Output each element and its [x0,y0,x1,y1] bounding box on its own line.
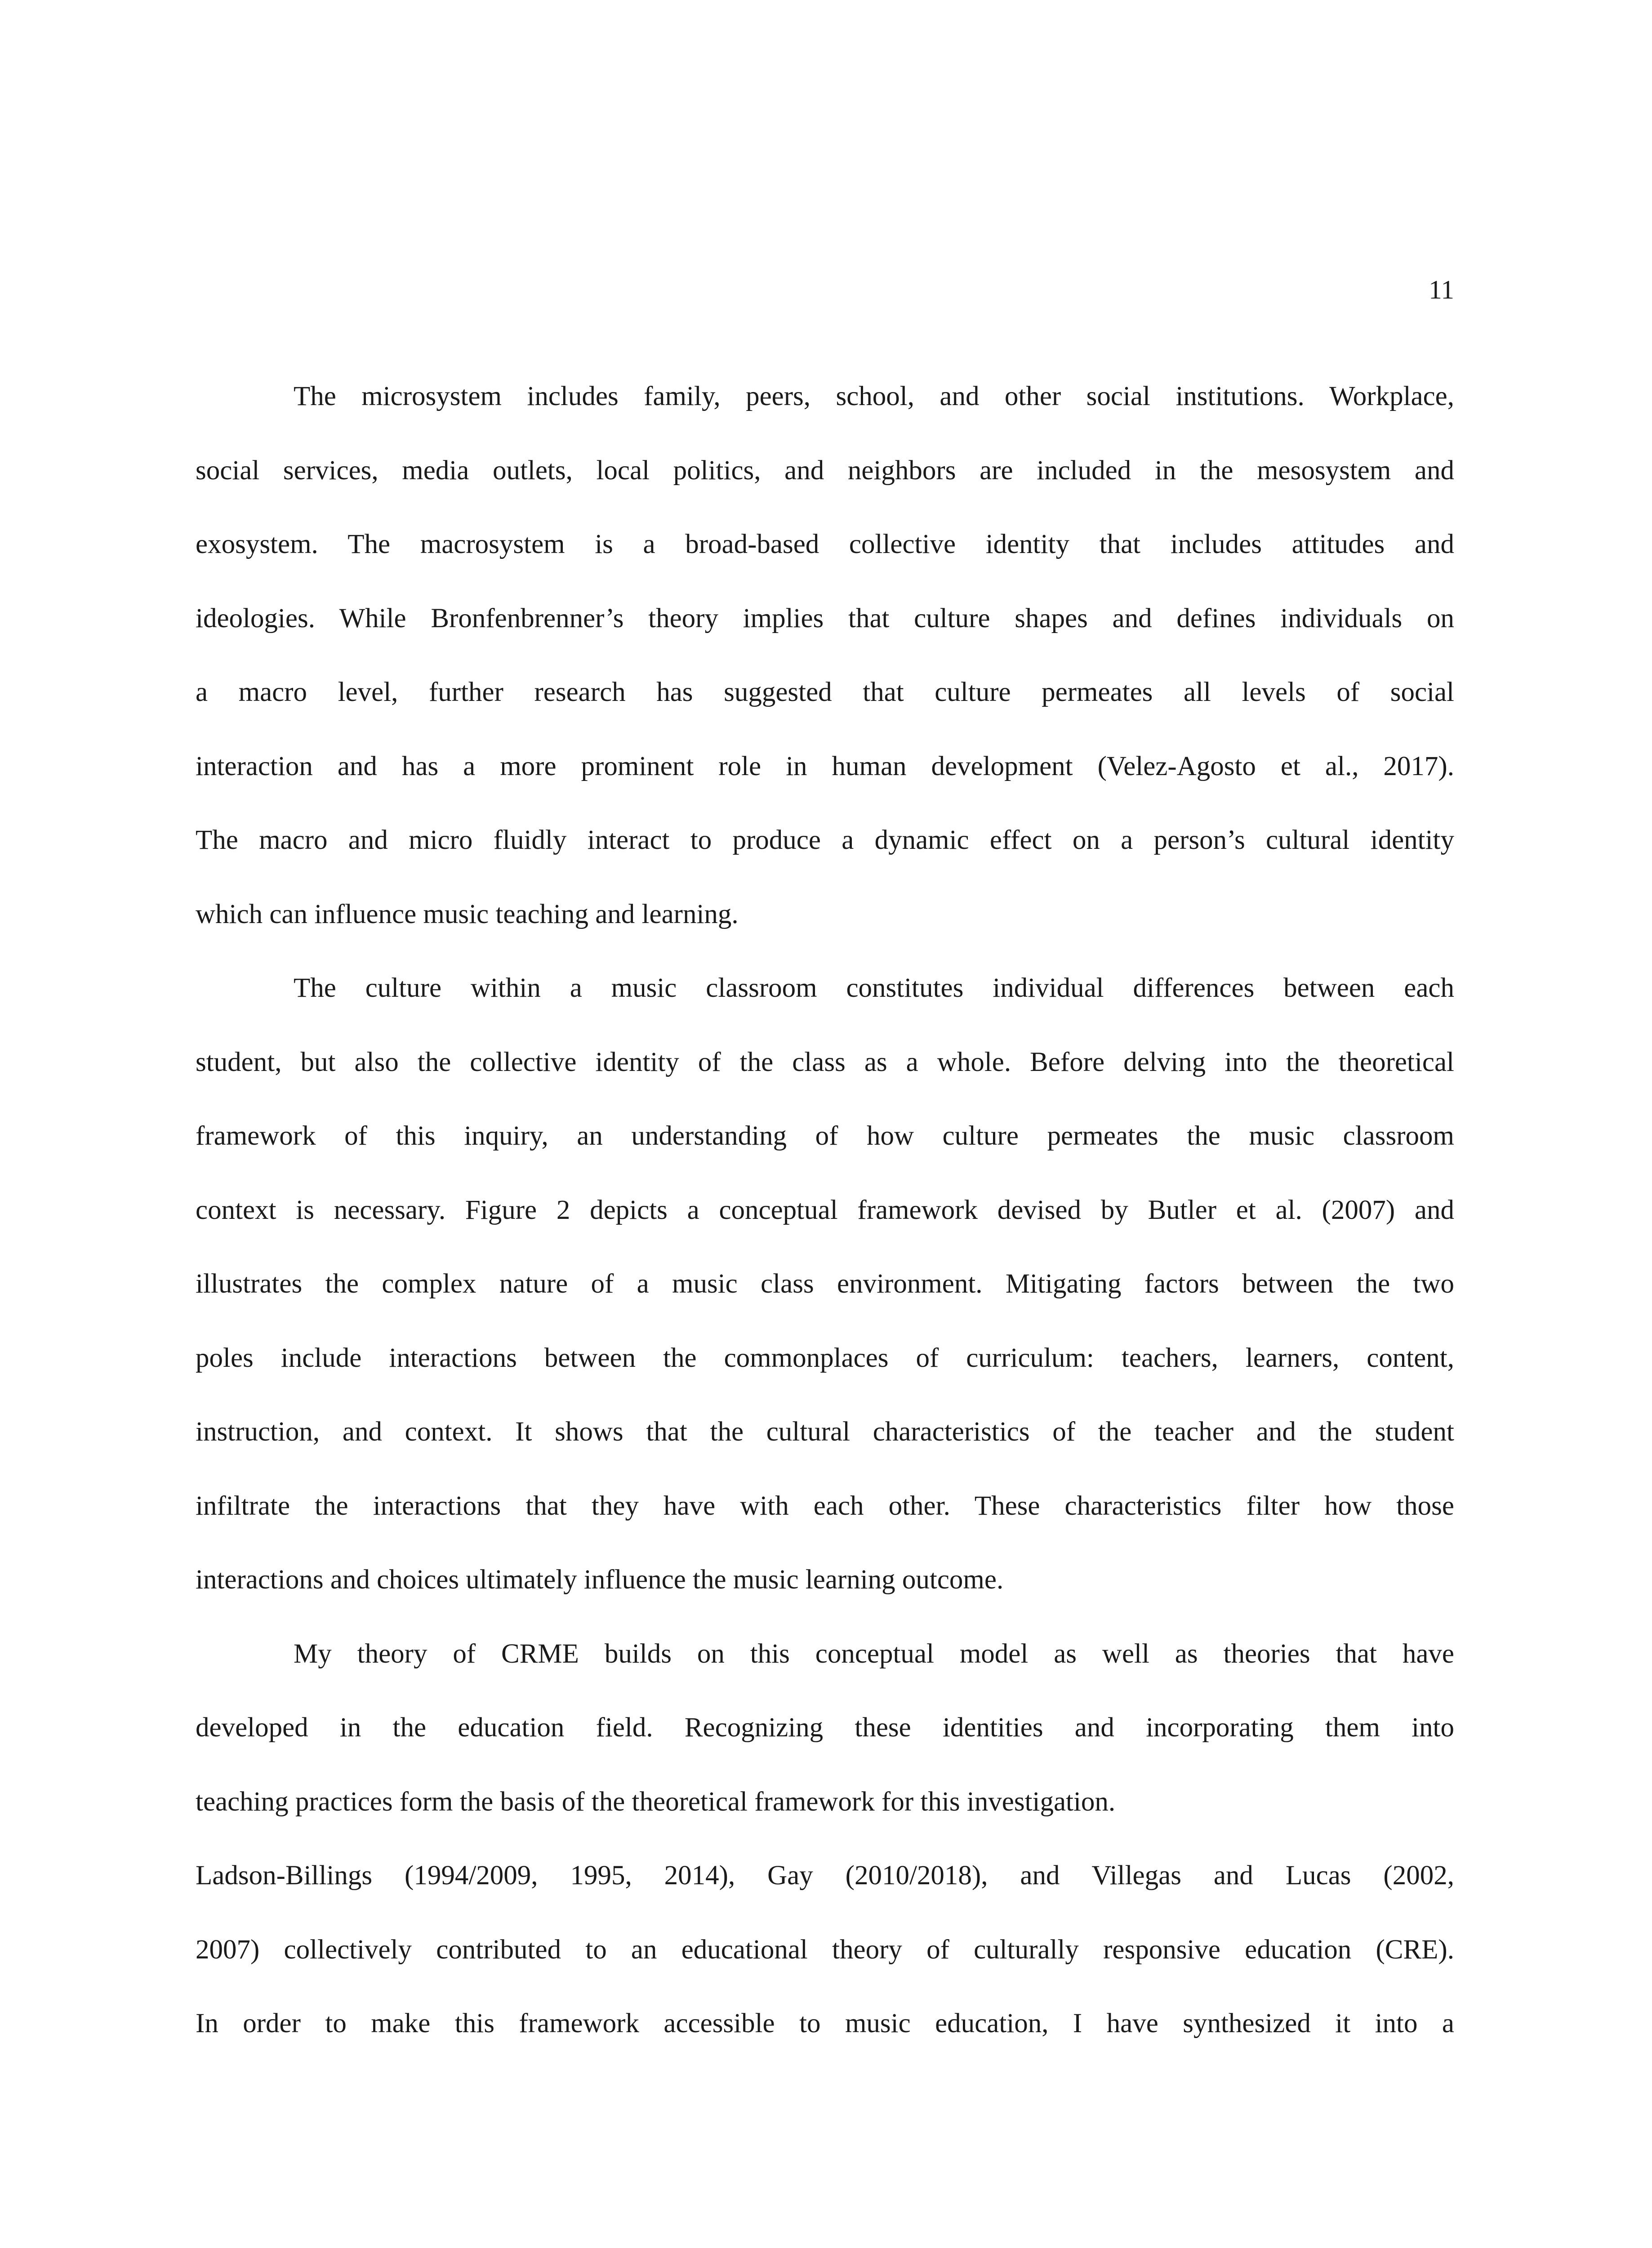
text-line: 2007) collectively contributed to an educational theory of culturally responsive education (CRE). [196,1934,1454,1965]
text-line: instruction, and context. It shows that the cultural characteristics of the teacher and the student [196,1417,1454,1447]
text-line: The microsystem includes family, peers, school, and other social institutions. Workplace, [294,381,1454,411]
text-line: a macro level, further research has suggested that culture permeates all levels of social [196,677,1454,707]
text-line: The macro and micro fluidly interact to produce a dynamic effect on a person’s cultural identity [196,825,1454,855]
text-line: student, but also the collective identity of the class as a whole. Before delving into the theoretical [196,1047,1454,1077]
text-line: In order to make this framework accessible to music education, I have synthesized it into a [196,2008,1454,2038]
paragraph [196,360,1454,951]
text-line: My theory of CRME builds on this conceptual model as well as theories that have [294,1638,1454,1669]
paragraph [196,1617,1454,2061]
text-line: exosystem. The macrosystem is a broad-based collective identity that includes attitudes and [196,529,1454,559]
paragraph [196,951,1454,1617]
text-line: interactions and choices ultimately influence the music learning outcome. [196,1565,1004,1595]
text-line: developed in the education field. Recognizing these identities and incorporating them into [196,1713,1454,1743]
text-line: social services, media outlets, local politics, and neighbors are included in the mesosystem and [196,455,1454,486]
text-line: Ladson-Billings (1994/2009, 1995, 2014), Gay (2010/2018), and Villegas and Lucas (2002, [196,1860,1454,1891]
page-number: 11 [1429,275,1454,304]
text-line: context is necessary. Figure 2 depicts a conceptual framework devised by Butler et al. (2007) and [196,1195,1454,1225]
text-line: framework of this inquiry, an understanding of how culture permeates the music classroom [196,1121,1454,1151]
text-line: teaching practices form the basis of the theoretical framework for this investigation. [196,1786,1116,1817]
text-line: which can influence music teaching and learning. [196,899,739,929]
text-line: ideologies. While Bronfenbrenner’s theory implies that culture shapes and defines individuals on [196,603,1454,633]
body-text [196,360,1454,2061]
text-line: interaction and has a more prominent role in human development (Velez-Agosto et al., 2017). [196,751,1454,781]
text-line: infiltrate the interactions that they have with each other. These characteristics filter how those [196,1490,1454,1521]
text-line: illustrates the complex nature of a music class environment. Mitigating factors between the two [196,1269,1454,1299]
text-line: The culture within a music classroom constitutes individual differences between each [294,973,1454,1003]
text-line: poles include interactions between the commonplaces of curriculum: teachers, learners, content, [196,1343,1454,1373]
